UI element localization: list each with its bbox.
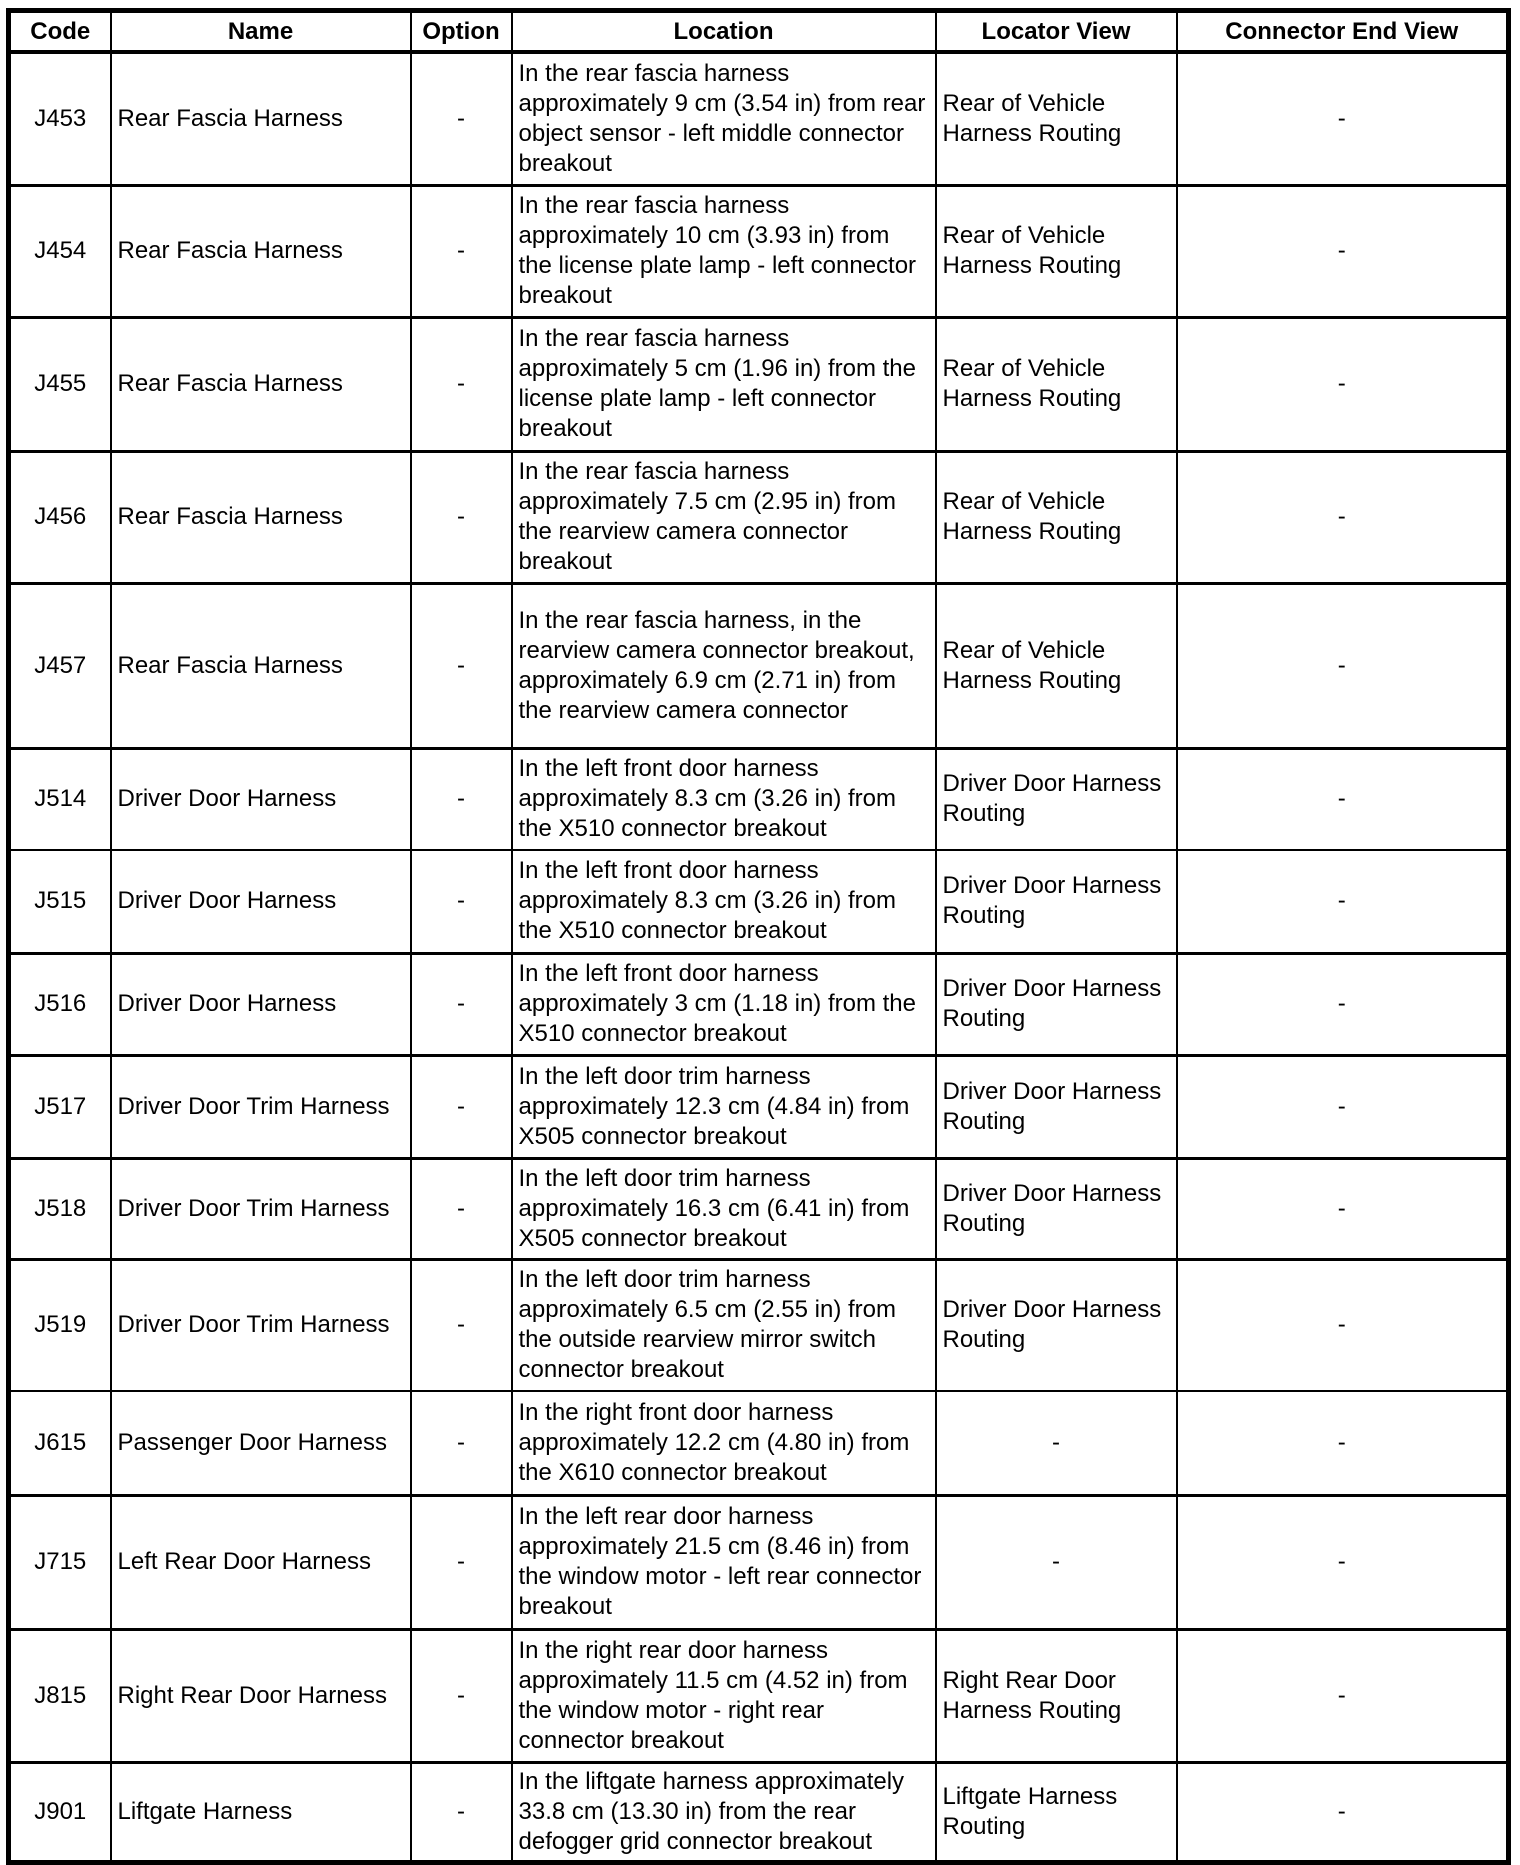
cell-option: - bbox=[411, 850, 512, 953]
splice-connector-table bbox=[6, 8, 1511, 1865]
table-row bbox=[9, 583, 1509, 748]
cell-name: Rear Fascia Harness bbox=[111, 52, 411, 185]
cell-code: J515 bbox=[9, 850, 111, 953]
cell-connector-end-view: - bbox=[1177, 850, 1509, 953]
cell-name: Driver Door Trim Harness bbox=[111, 1055, 411, 1158]
cell-name: Left Rear Door Harness bbox=[111, 1495, 411, 1629]
cell-code: J453 bbox=[9, 52, 111, 185]
table-row bbox=[9, 451, 1509, 583]
cell-name: Passenger Door Harness bbox=[111, 1391, 411, 1495]
cell-location: In the left door trim harness approximately 12.3 cm (4.84 in) from X505 connector breakout bbox=[512, 1055, 936, 1158]
cell-code: J615 bbox=[9, 1391, 111, 1495]
cell-location: In the rear fascia harness approximately 5 cm (1.96 in) from the license plate lamp - left connector breakout bbox=[512, 317, 936, 451]
header-location: Location bbox=[512, 11, 936, 53]
cell-locator-view: Driver Door Harness Routing bbox=[936, 1259, 1177, 1391]
cell-code: J457 bbox=[9, 583, 111, 748]
cell-locator-view: Rear of Vehicle Harness Routing bbox=[936, 185, 1177, 317]
cell-connector-end-view: - bbox=[1177, 953, 1509, 1055]
cell-code: J514 bbox=[9, 748, 111, 850]
cell-name: Right Rear Door Harness bbox=[111, 1629, 411, 1762]
cell-connector-end-view: - bbox=[1177, 1158, 1509, 1259]
cell-location: In the left front door harness approximately 3 cm (1.18 in) from the X510 connector breakout bbox=[512, 953, 936, 1055]
cell-code: J519 bbox=[9, 1259, 111, 1391]
cell-option: - bbox=[411, 52, 512, 185]
table-row bbox=[9, 1259, 1509, 1391]
table-header-row bbox=[9, 11, 1509, 53]
cell-option: - bbox=[411, 1762, 512, 1862]
cell-option: - bbox=[411, 451, 512, 583]
cell-code: J454 bbox=[9, 185, 111, 317]
cell-location: In the rear fascia harness approximately 9 cm (3.54 in) from rear object sensor - left middle connector breakout bbox=[512, 52, 936, 185]
cell-locator-view: Rear of Vehicle Harness Routing bbox=[936, 583, 1177, 748]
cell-option: - bbox=[411, 317, 512, 451]
cell-locator-view: Rear of Vehicle Harness Routing bbox=[936, 317, 1177, 451]
cell-connector-end-view: - bbox=[1177, 1629, 1509, 1762]
cell-option: - bbox=[411, 583, 512, 748]
cell-locator-view: Right Rear Door Harness Routing bbox=[936, 1629, 1177, 1762]
header-locator-view: Locator View bbox=[936, 11, 1177, 53]
table-row bbox=[9, 850, 1509, 953]
cell-code: J901 bbox=[9, 1762, 111, 1862]
cell-option: - bbox=[411, 1629, 512, 1762]
cell-locator-view: Driver Door Harness Routing bbox=[936, 1055, 1177, 1158]
cell-code: J815 bbox=[9, 1629, 111, 1762]
table-row bbox=[9, 953, 1509, 1055]
cell-code: J715 bbox=[9, 1495, 111, 1629]
cell-name: Driver Door Trim Harness bbox=[111, 1259, 411, 1391]
cell-name: Rear Fascia Harness bbox=[111, 451, 411, 583]
cell-option: - bbox=[411, 748, 512, 850]
cell-connector-end-view: - bbox=[1177, 748, 1509, 850]
cell-name: Driver Door Trim Harness bbox=[111, 1158, 411, 1259]
cell-location: In the left front door harness approximately 8.3 cm (3.26 in) from the X510 connector breakout bbox=[512, 748, 936, 850]
cell-code: J456 bbox=[9, 451, 111, 583]
cell-connector-end-view: - bbox=[1177, 451, 1509, 583]
cell-connector-end-view: - bbox=[1177, 1259, 1509, 1391]
cell-name: Driver Door Harness bbox=[111, 953, 411, 1055]
cell-location: In the liftgate harness approximately 33.8 cm (13.30 in) from the rear defogger grid connector breakout bbox=[512, 1762, 936, 1862]
cell-connector-end-view: - bbox=[1177, 1762, 1509, 1862]
header-code: Code bbox=[9, 11, 111, 53]
cell-location: In the right front door harness approximately 12.2 cm (4.80 in) from the X610 connector breakout bbox=[512, 1391, 936, 1495]
table-row bbox=[9, 1158, 1509, 1259]
cell-name: Rear Fascia Harness bbox=[111, 317, 411, 451]
cell-connector-end-view: - bbox=[1177, 1495, 1509, 1629]
cell-option: - bbox=[411, 1391, 512, 1495]
cell-option: - bbox=[411, 1259, 512, 1391]
cell-connector-end-view: - bbox=[1177, 185, 1509, 317]
cell-locator-view: - bbox=[936, 1495, 1177, 1629]
cell-locator-view: - bbox=[936, 1391, 1177, 1495]
cell-option: - bbox=[411, 1055, 512, 1158]
cell-option: - bbox=[411, 953, 512, 1055]
cell-name: Driver Door Harness bbox=[111, 748, 411, 850]
cell-connector-end-view: - bbox=[1177, 317, 1509, 451]
cell-locator-view: Rear of Vehicle Harness Routing bbox=[936, 52, 1177, 185]
cell-connector-end-view: - bbox=[1177, 1391, 1509, 1495]
header-connector-end-view: Connector End View bbox=[1177, 11, 1509, 53]
cell-code: J455 bbox=[9, 317, 111, 451]
table-row bbox=[9, 1629, 1509, 1762]
header-option: Option bbox=[411, 11, 512, 53]
cell-code: J516 bbox=[9, 953, 111, 1055]
cell-name: Rear Fascia Harness bbox=[111, 583, 411, 748]
cell-location: In the left rear door harness approximately 21.5 cm (8.46 in) from the window motor - left rear connector breakout bbox=[512, 1495, 936, 1629]
cell-option: - bbox=[411, 1158, 512, 1259]
cell-code: J518 bbox=[9, 1158, 111, 1259]
cell-connector-end-view: - bbox=[1177, 1055, 1509, 1158]
cell-name: Liftgate Harness bbox=[111, 1762, 411, 1862]
cell-location: In the right rear door harness approximately 11.5 cm (4.52 in) from the window motor - right rear connector breakout bbox=[512, 1629, 936, 1762]
cell-locator-view: Driver Door Harness Routing bbox=[936, 953, 1177, 1055]
table-row bbox=[9, 1762, 1509, 1862]
cell-location: In the rear fascia harness approximately 7.5 cm (2.95 in) from the rearview camera connector breakout bbox=[512, 451, 936, 583]
cell-connector-end-view: - bbox=[1177, 583, 1509, 748]
cell-option: - bbox=[411, 1495, 512, 1629]
cell-location: In the left door trim harness approximately 6.5 cm (2.55 in) from the outside rearview mirror switch connector breakout bbox=[512, 1259, 936, 1391]
cell-location: In the left door trim harness approximately 16.3 cm (6.41 in) from X505 connector breakout bbox=[512, 1158, 936, 1259]
cell-location: In the rear fascia harness, in the rearview camera connector breakout, approximately 6.9 cm (2.71 in) from the rearview camera connector bbox=[512, 583, 936, 748]
cell-locator-view: Driver Door Harness Routing bbox=[936, 850, 1177, 953]
table-row bbox=[9, 185, 1509, 317]
cell-option: - bbox=[411, 185, 512, 317]
table-row bbox=[9, 1495, 1509, 1629]
table-row bbox=[9, 1055, 1509, 1158]
cell-name: Driver Door Harness bbox=[111, 850, 411, 953]
cell-location: In the rear fascia harness approximately 10 cm (3.93 in) from the license plate lamp - left connector breakout bbox=[512, 185, 936, 317]
cell-code: J517 bbox=[9, 1055, 111, 1158]
cell-connector-end-view: - bbox=[1177, 52, 1509, 185]
cell-locator-view: Liftgate Harness Routing bbox=[936, 1762, 1177, 1862]
cell-name: Rear Fascia Harness bbox=[111, 185, 411, 317]
header-name: Name bbox=[111, 11, 411, 53]
cell-location: In the left front door harness approximately 8.3 cm (3.26 in) from the X510 connector breakout bbox=[512, 850, 936, 953]
cell-locator-view: Rear of Vehicle Harness Routing bbox=[936, 451, 1177, 583]
cell-locator-view: Driver Door Harness Routing bbox=[936, 1158, 1177, 1259]
cell-locator-view: Driver Door Harness Routing bbox=[936, 748, 1177, 850]
table-row bbox=[9, 317, 1509, 451]
table-row bbox=[9, 748, 1509, 850]
table-row bbox=[9, 52, 1509, 185]
table-row bbox=[9, 1391, 1509, 1495]
